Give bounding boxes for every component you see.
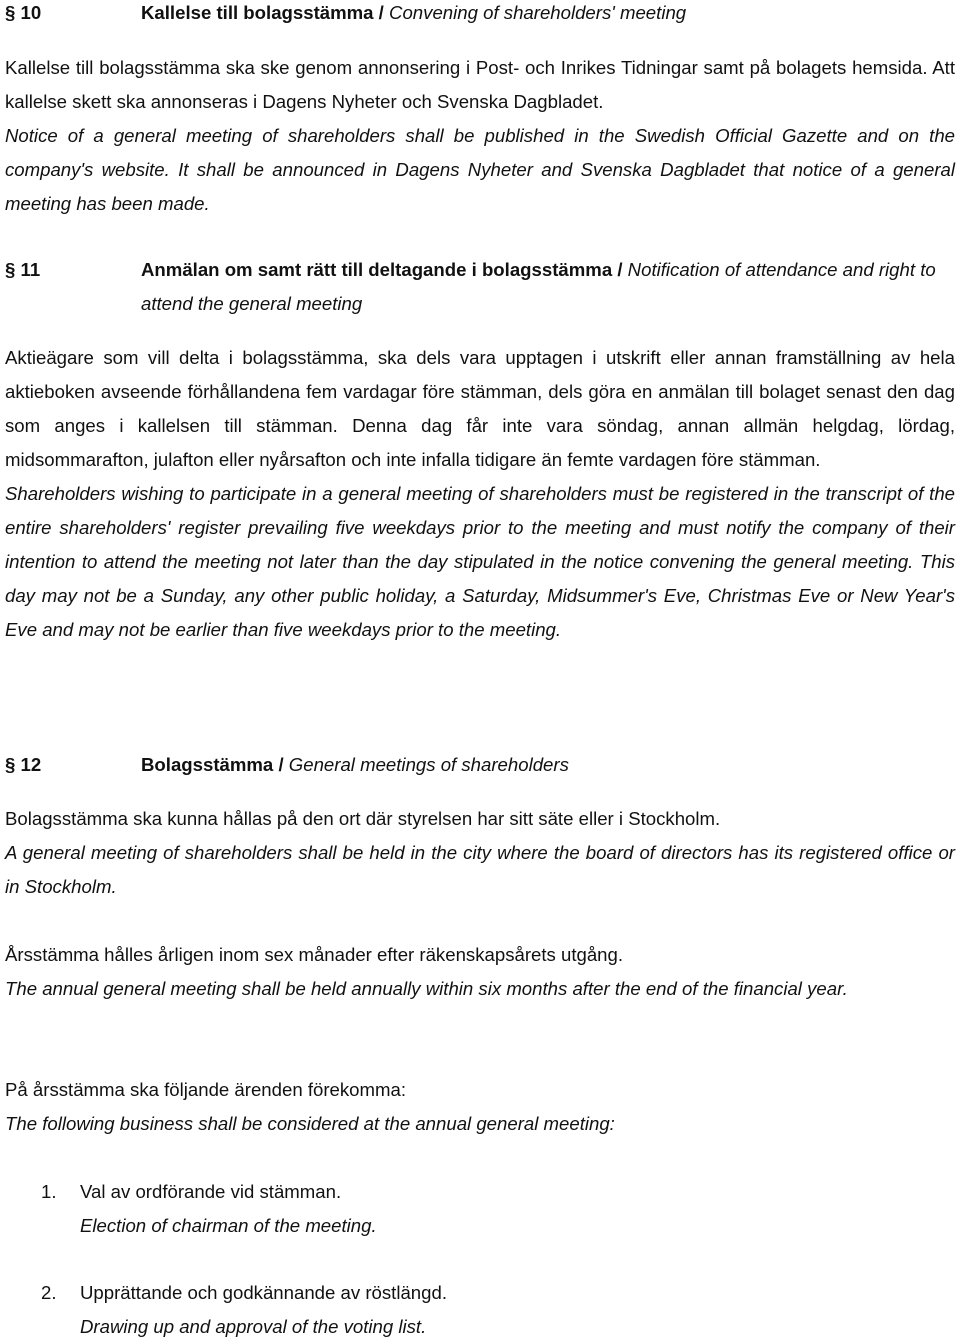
agenda-item-number: 2. (41, 1282, 57, 1303)
section-12-p2-en: The annual general meeting shall be held annually within six months after the end of the financial year. (5, 978, 848, 999)
section-11-title (141, 253, 955, 321)
section-12-p1-en: A general meeting of shareholders shall be held in the city where the board of directors has its registered office or in Stockholm. (5, 842, 955, 897)
section-12-paragraph-3 (5, 1073, 955, 1141)
section-12-p3-en: The following business shall be considered at the annual general meeting: (5, 1113, 615, 1134)
section-11-title-sv: Anmälan om samt rätt till deltagande i bolagsstämma / (141, 259, 623, 280)
agenda-item-en: Drawing up and approval of the voting list. (80, 1316, 427, 1337)
agenda-item-sv: Upprättande och godkännande av röstlängd. (80, 1282, 447, 1303)
section-12-title-en: General meetings of shareholders (288, 754, 569, 775)
section-12-title-sv: Bolagsstämma / (141, 754, 284, 775)
section-12-paragraph-2 (5, 938, 955, 1006)
agenda-item-number: 1. (41, 1181, 57, 1202)
section-11-text-sv: Aktieägare som vill delta i bolagsstämma, ska dels vara upptagen i utskrift eller annan framställning av hela aktieboken avseende förhållandena fem vardagar före stämman, dels göra en anmälan till bolaget senast den dag som anges i kallelsen till stämman. Denna dag får inte vara söndag, annan allmän helgdag, lördag, midsommarafton, julafton eller nyårsafton och inte infalla tidigare än femte vardagen före stämman. (5, 347, 955, 470)
section-11-number: § 11 (5, 259, 41, 280)
section-12-paragraph-1 (5, 802, 955, 904)
agenda-item-en: Election of chairman of the meeting. (80, 1215, 377, 1236)
section-10-number: § 10 (5, 2, 42, 23)
section-11-paragraph (5, 341, 955, 647)
section-10-title-sv: Kallelse till bolagsstämma / (141, 2, 384, 23)
section-11-text-en: Shareholders wishing to participate in a general meeting of shareholders must be registered in the transcript of the entire shareholders' register prevailing five weekdays prior to the meeting and must notify the company of their intention to attend the meeting not later than the day stipulated in the notice convening the general meeting. This day may not be a Sunday, any other public holiday, a Saturday, Midsummer's Eve, Christmas Eve or New Year's Eve and may not be earlier than five weekdays prior to the meeting. (5, 483, 955, 640)
section-10-text-en: Notice of a general meeting of shareholders shall be published in the Swedish Official Gazette and on the company's website. It shall be announced in Dagens Nyheter and Svenska Dagbladet that notice of a general meeting has been made. (5, 125, 955, 214)
section-12-p2-sv: Årsstämma hålles årligen inom sex månader efter räkenskapsårets utgång. (5, 944, 624, 965)
section-12-title (141, 748, 955, 782)
section-12-number: § 12 (5, 754, 42, 775)
section-11-title-en: Notification of attendance and right to attend the general meeting (141, 259, 936, 314)
section-12-p1-sv: Bolagsstämma ska kunna hållas på den ort där styrelsen har sitt säte eller i Stockholm. (5, 808, 721, 829)
section-10-text-sv: Kallelse till bolagsstämma ska ske genom annonsering i Post- och Inrikes Tidningar samt på bolagets hemsida. Att kallelse skett ska annonseras i Dagens Nyheter och Svenska Dagbladet. (5, 57, 955, 112)
section-12-p3-sv: På årsstämma ska följande ärenden förekomma: (5, 1079, 406, 1100)
section-10-title-en: Convening of shareholders' meeting (389, 2, 687, 23)
section-10-title (141, 0, 955, 30)
agenda-item-sv: Val av ordförande vid stämman. (80, 1181, 342, 1202)
section-10-paragraph (5, 51, 955, 221)
